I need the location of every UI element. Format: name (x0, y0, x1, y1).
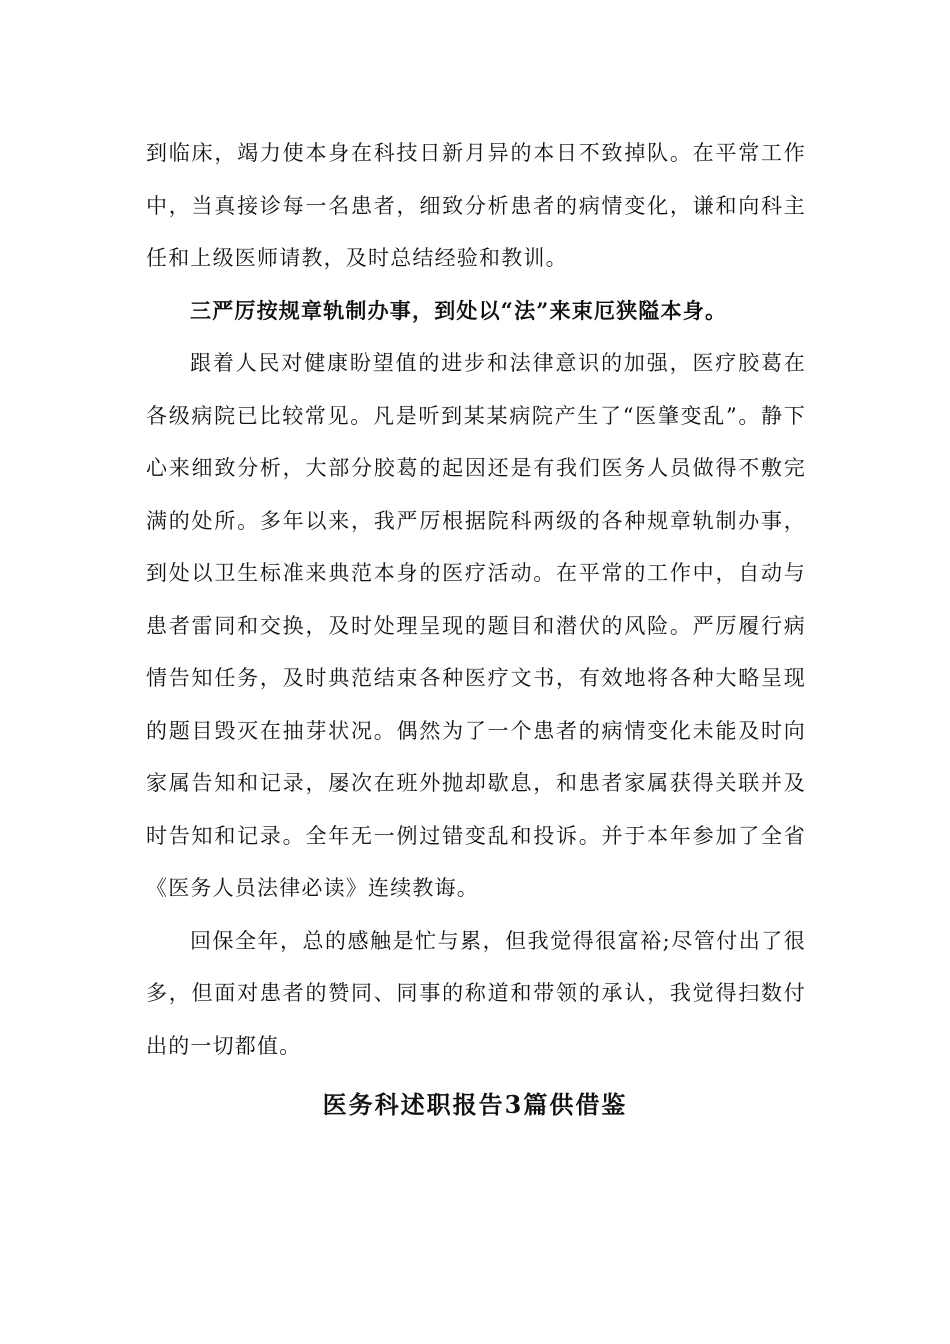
paragraph-body: 跟着人民对健康盼望值的进步和法律意识的加强，医疗胶葛在各级病院已比较常见。凡是听到某某病院产生了“医肇变乱”。静下心来细致分析，大部分胶葛的起因还是有我们医务人员做得不敷完满的处所。多年以来，我严厉根据院科两级的各种规章轨制办事，到处以卫生标准来典范本身的医疗活动。在平常的工作中，自动与患者雷同和交换，及时处理呈现的题目和潜伏的风险。严厉履行病情告知任务，及时典范结束各种医疗文书，有效地将各种大略呈现的题目毁灭在抽芽状况。偶然为了一个患者的病情变化未能及时向家属告知和记录，屡次在班外抛却歇息，和患者家属获得关联并及时告知和记录。全年无一例过错变乱和投诉。并于本年参加了全省《医务人员法律必读》连续教诲。 (146, 351, 806, 900)
paragraph-summary: 回保全年，总的感触是忙与累，但我觉得很富裕;尽管付出了很多，但面对患者的赞同、同事的称道和带领的承认，我觉得扫数付出的一切都值。 (146, 928, 806, 1058)
document-title: 医务科述职报告3篇供借鉴 (322, 1090, 628, 1119)
section-heading: 三严厉按规章轨制办事，到处以“法”来束厄狭隘本身。 (190, 297, 728, 323)
paragraph-continuation: 到临床，竭力使本身在科技日新月异的本日不致掉队。在平常工作中，当真接诊每一名患者，细致分析患者的病情变化，谦和向科主任和上级医师请教，及时总结经验和教训。 (146, 141, 806, 270)
document-body (146, 127, 806, 1072)
